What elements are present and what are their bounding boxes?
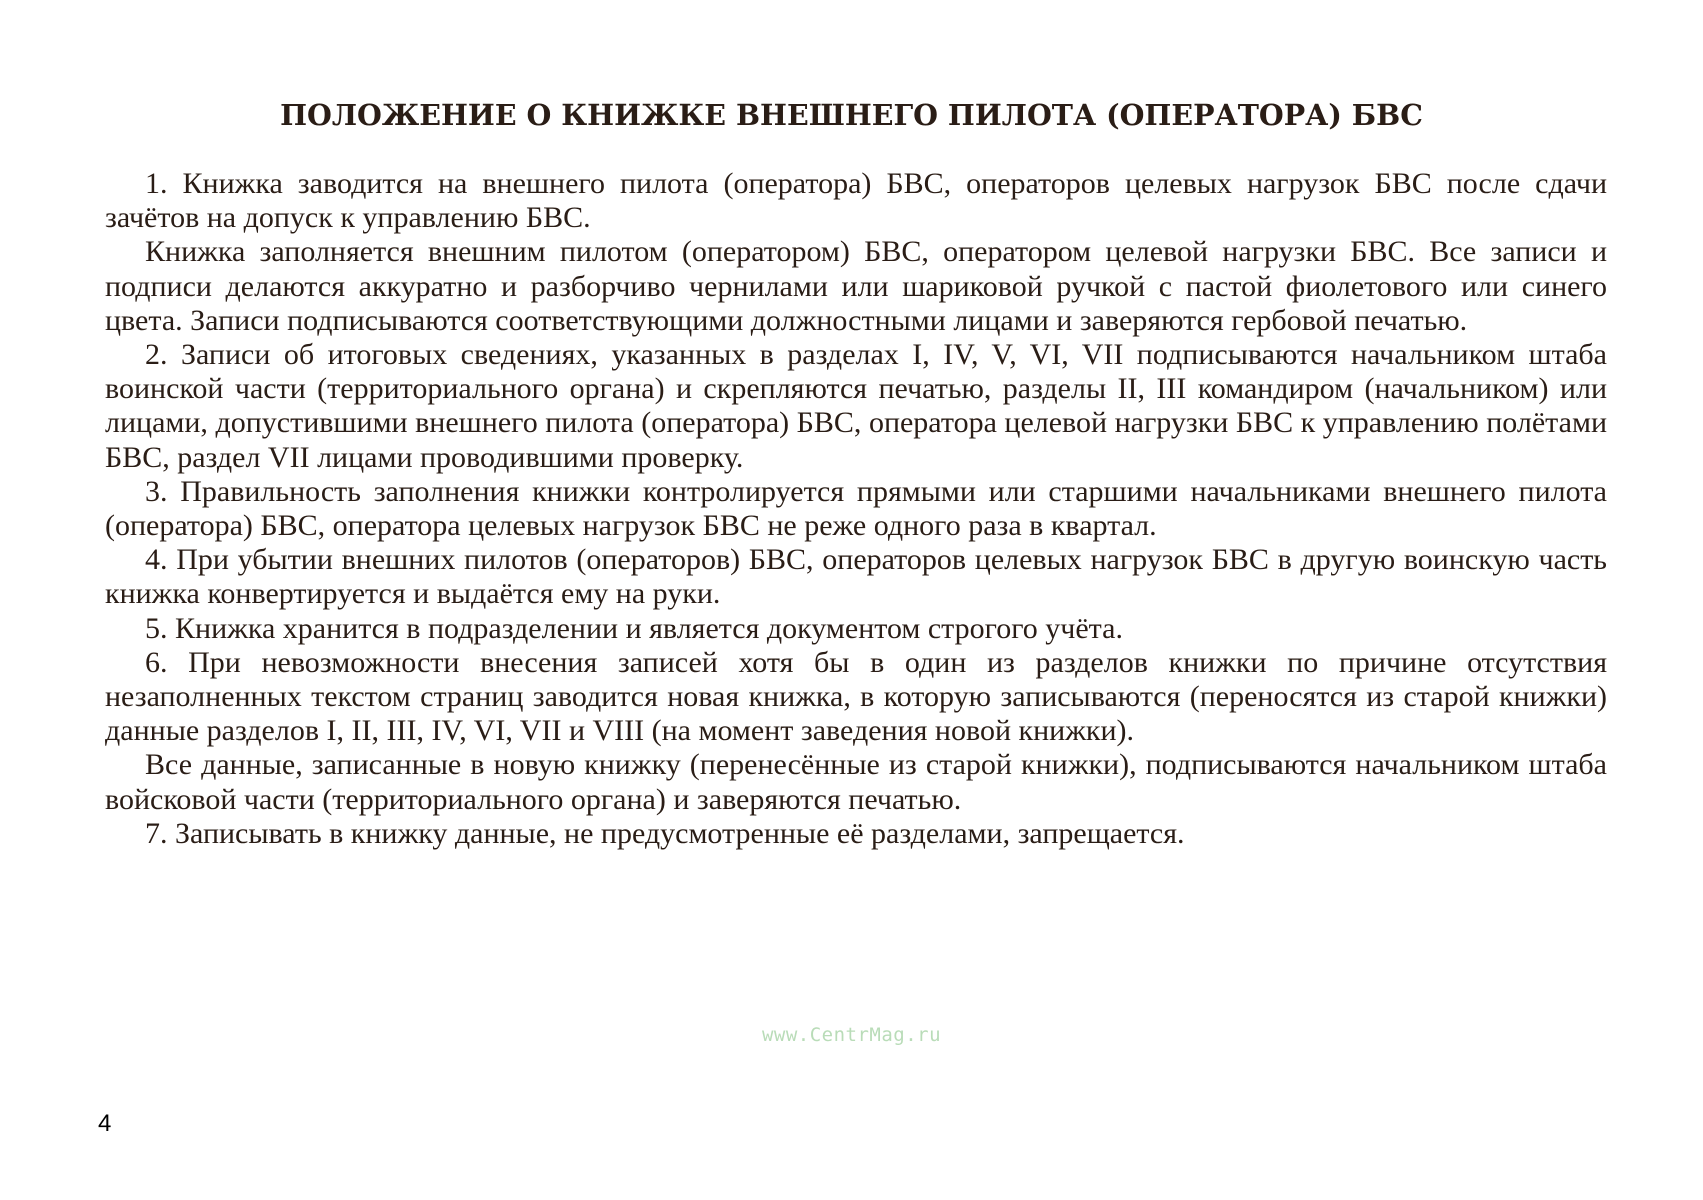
paragraph-5: 5. Книжка хранится в подразделении и является документом строгого учёта. [145,611,1123,645]
watermark: www.CentrMag.ru [761,1024,942,1046]
document-title: ПОЛОЖЕНИЕ О КНИЖКЕ ВНЕШНЕГО ПИЛОТА (ОПЕРАТОРА) БВС [280,98,1423,132]
paragraph-4: 4. При убытии внешних пилотов (операторов) БВС, операторов целевых нагрузок БВС в другую воинскую часть книжка конвертируется и выдаётся ему на руки. [105,543,1607,611]
paragraph-7: 7. Записывать в книжку данные, не предусмотренные её разделами, запрещается. [145,816,1185,850]
paragraph-6-continued: Все данные, записанные в новую книжку (перенесённые из старой книжки), подписываются начальником штаба войсковой части (территориального органа) и заверяются печатью. [105,748,1607,816]
document-body [105,167,1607,851]
paragraph-2: 2. Записи об итоговых сведениях, указанных в разделах I, IV, V, VI, VII подписываются начальником штаба воинской части (территориального органа) и скрепляются печатью, разделы II, III командиром (начальником) или лицами, допустившими внешнего пилота (оператора) БВС, оператора целевой нагрузки БВС к управлению полётами БВС, раздел VII лицами проводившими проверку. [105,338,1607,474]
paragraph-1: 1. Книжка заводится на внешнего пилота (оператора) БВС, операторов целевых нагрузок БВС после сдачи зачётов на допуск к управлению БВС. [105,167,1607,235]
paragraph-3: 3. Правильность заполнения книжки контролируется прямыми или старшими начальниками внешнего пилота (оператора) БВС, оператора целевых нагрузок БВС не реже одного раза в квартал. [105,474,1607,543]
paragraph-6: 6. При невозможности внесения записей хотя бы в один из разделов книжки по причине отсутствия незаполненных текстом страниц заводится новая книжка, в которую записываются (переносятся из старой книжки) данные разделов I, II, III, IV, VI, VII и VIII (на момент заведения новой книжки). [105,645,1607,748]
paragraph-1-continued: Книжка заполняется внешним пилотом (оператором) БВС, оператором целевой нагрузки БВС. Все записи и подписи делаются аккуратно и разборчиво чернилами или шариковой ручкой с пастой фиолетового или синего цвета. Записи подписываются соответствующими должностными лицами и заверяются гербовой печатью. [105,235,1607,337]
page-number: 4 [98,1110,112,1137]
